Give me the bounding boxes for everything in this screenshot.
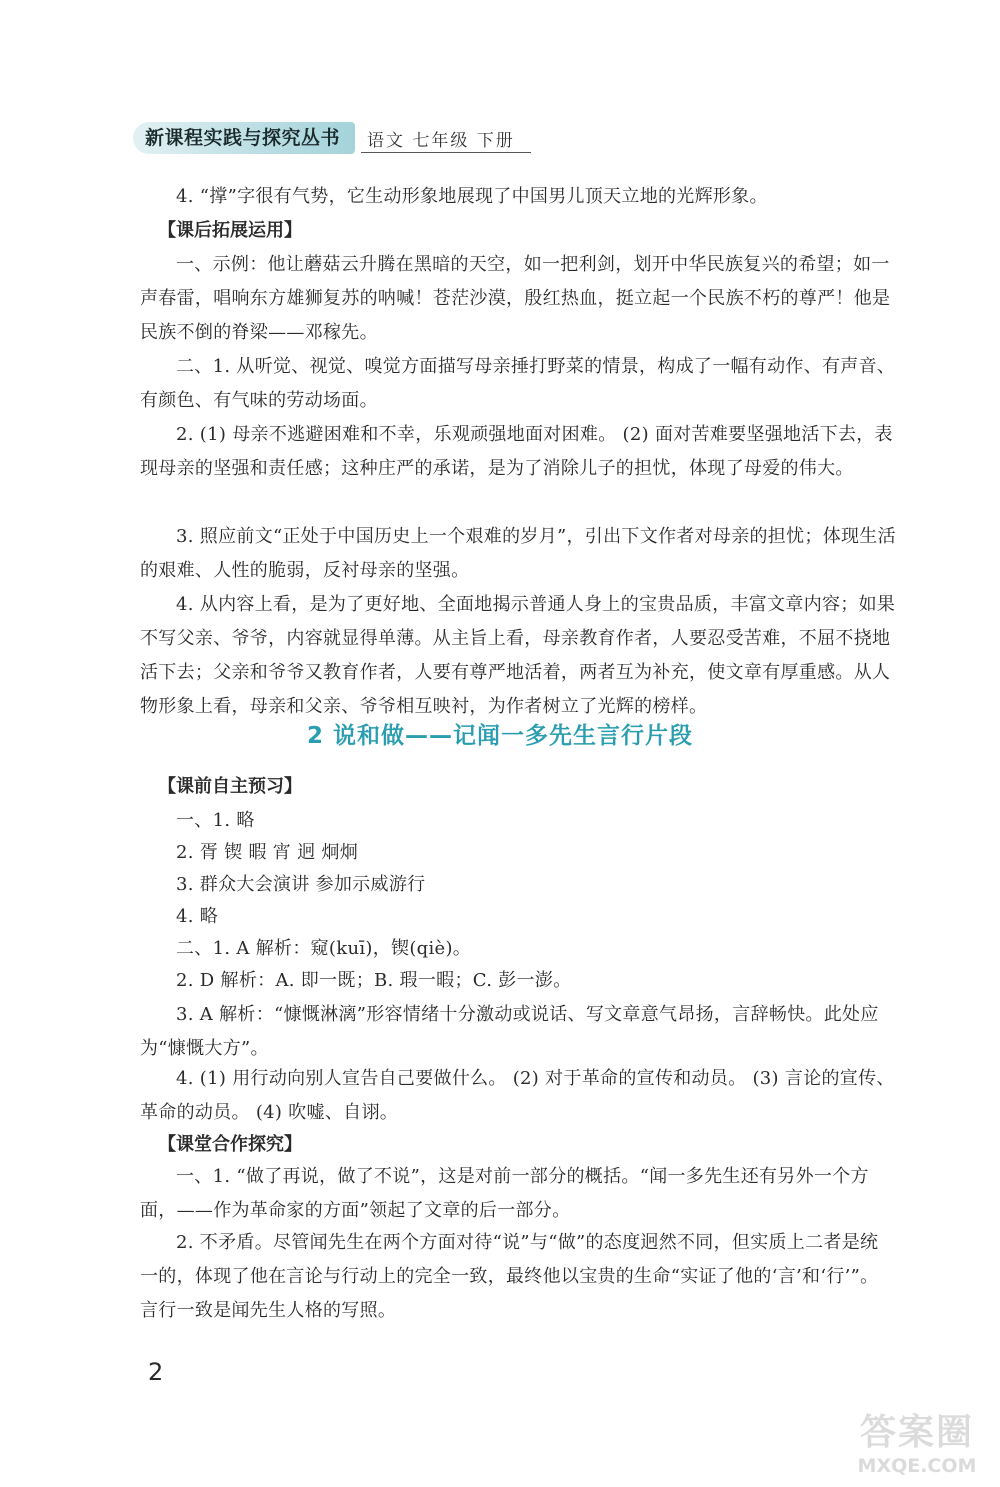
answer-paragraph: 2. 胥 锲 暇 宵 迥 炯炯	[176, 842, 359, 863]
watermark-url: MXQE.COM	[857, 1455, 977, 1477]
section-heading-extension: 【课后拓展运用】	[158, 220, 302, 241]
subject-grade-label: 语文 七年级 下册	[367, 131, 515, 151]
answer-paragraph: 4. 略	[176, 906, 219, 927]
answer-paragraph: 3. 照应前文“正处于中国历史上一个艰难的岁月”，引出下文作者对母亲的担忧；体现生活的艰难、人性的脆弱，反衬母亲的坚强。	[140, 526, 896, 581]
answer-paragraph: 4. “撑”字很有气势，它生动形象地展现了中国男儿顶天立地的光辉形象。	[176, 186, 768, 207]
answer-paragraph: 一、1. “做了再说，做了不说”，这是对前一部分的概括。“闻一多先生还有另外一个方面，——作为革命家的方面”领起了文章的后一部分。	[140, 1166, 869, 1221]
answer-paragraph: 2. (1) 母亲不逃避困难和不幸，乐观顽强地面对困难。 (2) 面对苦难要坚强地活下去，表现母亲的坚强和责任感；这种庄严的承诺，是为了消除儿子的担忧，体现了母爱的伟大。	[140, 424, 893, 479]
series-title-badge: 新课程实践与探究丛书	[133, 122, 355, 154]
answer-paragraph: 一、1. 略	[176, 810, 255, 831]
watermark-logo	[842, 1404, 992, 1477]
answer-paragraph: 二、1. 从听觉、视觉、嗅觉方面描写母亲捶打野菜的情景，构成了一幅有动作、有声音、有颜色、有气味的劳动场面。	[140, 356, 896, 411]
answer-paragraph: 2. 不矛盾。尽管闻先生在两个方面对待“说”与“做”的态度迥然不同，但实质上二者是统一的，体现了他在言论与行动上的完全一致，最终他以宝贵的生命“实证了他的‘言’和‘行’”。言行一致是闻先生人格的写照。	[140, 1232, 879, 1321]
answer-paragraph: 4. 从内容上看，是为了更好地、全面地揭示普通人身上的宝贵品质，丰富文章内容；如果不写父亲、爷爷，内容就显得单薄。从主旨上看，母亲教育作者，人要忍受苦难，不屈不挠地活下去；父亲和爷爷又教育作者，人要有尊严地活着，两者互为补充，使文章有厚重感。从人物形象上看，母亲和父亲、爷爷相互映衬，为作者树立了光辉的榜样。	[140, 594, 896, 717]
header-underline	[361, 152, 531, 153]
section-heading-classroom: 【课堂合作探究】	[158, 1134, 302, 1155]
answer-paragraph: 一、示例：他让蘑菇云升腾在黑暗的天空，如一把利剑，划开中华民族复兴的希望；如一声春雷，唱响东方雄狮复苏的呐喊！苍茫沙漠，殷红热血，挺立起一个民族不朽的尊严！他是民族不倒的脊梁——邓稼先。	[140, 254, 891, 343]
answer-paragraph: 4. (1) 用行动向别人宣告自己要做什么。 (2) 对于革命的宣传和动员。 (3) 言论的宣传、革命的动员。 (4) 吹嘘、自诩。	[140, 1068, 895, 1123]
lesson-title: 2 说和做——记闻一多先生言行片段	[306, 723, 693, 749]
answer-paragraph: 二、1. A 解析：窥(kuī)，锲(qiè)。	[176, 938, 472, 959]
page-number: 2	[148, 1358, 164, 1386]
answer-paragraph: 3. A 解析：“慷慨淋漓”形容情绪十分激动或说话、写文章意气昂扬，言辞畅快。此处应为“慷慨大方”。	[140, 1004, 879, 1059]
answer-paragraph: 2. D 解析：A. 即一既；B. 瑕一暇；C. 彭一澎。	[176, 970, 572, 991]
section-heading-preview: 【课前自主预习】	[158, 776, 302, 797]
answer-paragraph: 3. 群众大会演讲 参加示威游行	[176, 874, 426, 895]
watermark-logo-text: 答案圈	[859, 1412, 974, 1453]
